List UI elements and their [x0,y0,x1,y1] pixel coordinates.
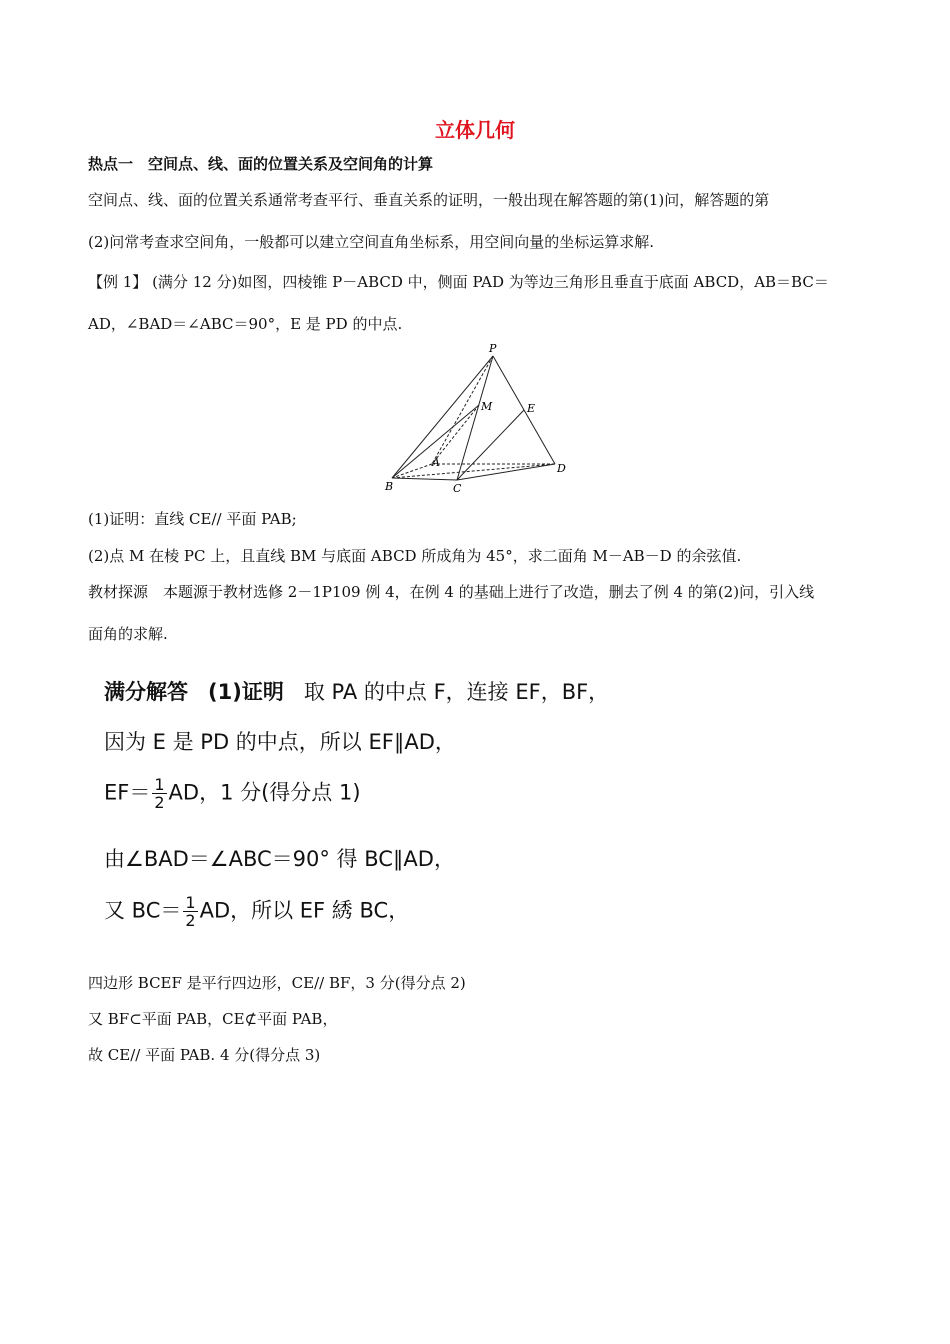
solution-line-3-pre: EF＝ [104,780,151,805]
continuation-line-2: 又 BF⊂平面 PAB，CE⊄平面 PAB， [88,1010,338,1028]
label-C: C [453,482,462,495]
intro-line-2: (2)问常考查求空间角，一般都可以建立空间直角坐标系，用空间向量的坐标运算求解. [88,233,655,251]
label-M: M [481,400,493,413]
question-2: (2)点 M 在棱 PC 上，且直线 BM 与底面 ABCD 所成角为 45°，求二面角 M－AB－D 的余弦值. [88,547,742,565]
solution-line-3 [104,776,361,811]
solution-line-1-text: 取 PA 的中点 F，连接 EF，BF， [303,680,610,704]
label-E: E [527,402,536,415]
solution-label: 满分解答 [104,680,188,704]
edge-CD [457,464,555,480]
section-heading: 热点一 空间点、线、面的位置关系及空间角的计算 [88,155,434,173]
example-line-1: 【例 1】 (满分 12 分)如图，四棱锥 P－ABCD 中，侧面 PAD 为等边三角形且垂直于底面 ABCD，AB＝BC＝ [88,273,829,291]
fraction-half: $\frac{1}{2}$ [185,893,196,930]
page-title: 立体几何 [435,118,515,142]
solution-line-2: 因为 E 是 PD 的中点，所以 EF∥AD， [104,730,456,754]
solution-line-1 [104,676,609,706]
label-B: B [385,480,394,493]
solution-line-3-post: AD，1 分(得分点 1) [168,780,361,805]
solution-line-5-post: AD，所以 EF 綉 BC， [199,898,410,923]
solution-line-4: 由∠BAD＝∠ABC＝90° 得 BC∥AD， [104,847,455,871]
source-line-1: 教材探源 本题源于教材选修 2－1P109 例 4，在例 4 的基础上进行了改造，删去了例 4 的第(2)问，引入线 [88,583,815,601]
example-line-2: AD，∠BAD＝∠ABC＝90°，E 是 PD 的中点. [88,315,403,333]
fraction-half: $\frac{1}{2}$ [154,775,165,812]
continuation-line-3: 故 CE// 平面 PAB. 4 分(得分点 3) [88,1046,321,1064]
pyramid-figure [375,340,575,495]
label-A: A [432,456,440,469]
solution-step: (1)证明 [208,680,284,704]
edge-BD [392,464,555,478]
intro-line-1: 空间点、线、面的位置关系通常考查平行、垂直关系的证明，一般出现在解答题的第(1)问，解答题的第 [88,191,770,209]
edge-PB [392,356,493,478]
continuation-line-1: 四边形 BCEF 是平行四边形，CE// BF，3 分(得分点 2) [88,974,466,992]
edge-BC [392,478,457,480]
label-D: D [557,462,566,475]
solution-line-5-pre: 又 BC＝ [104,898,182,923]
solution-line-5 [104,894,409,929]
source-line-2: 面角的求解. [88,625,168,643]
question-1: (1)证明：直线 CE// 平面 PAB; [88,510,297,528]
label-P: P [489,342,497,355]
